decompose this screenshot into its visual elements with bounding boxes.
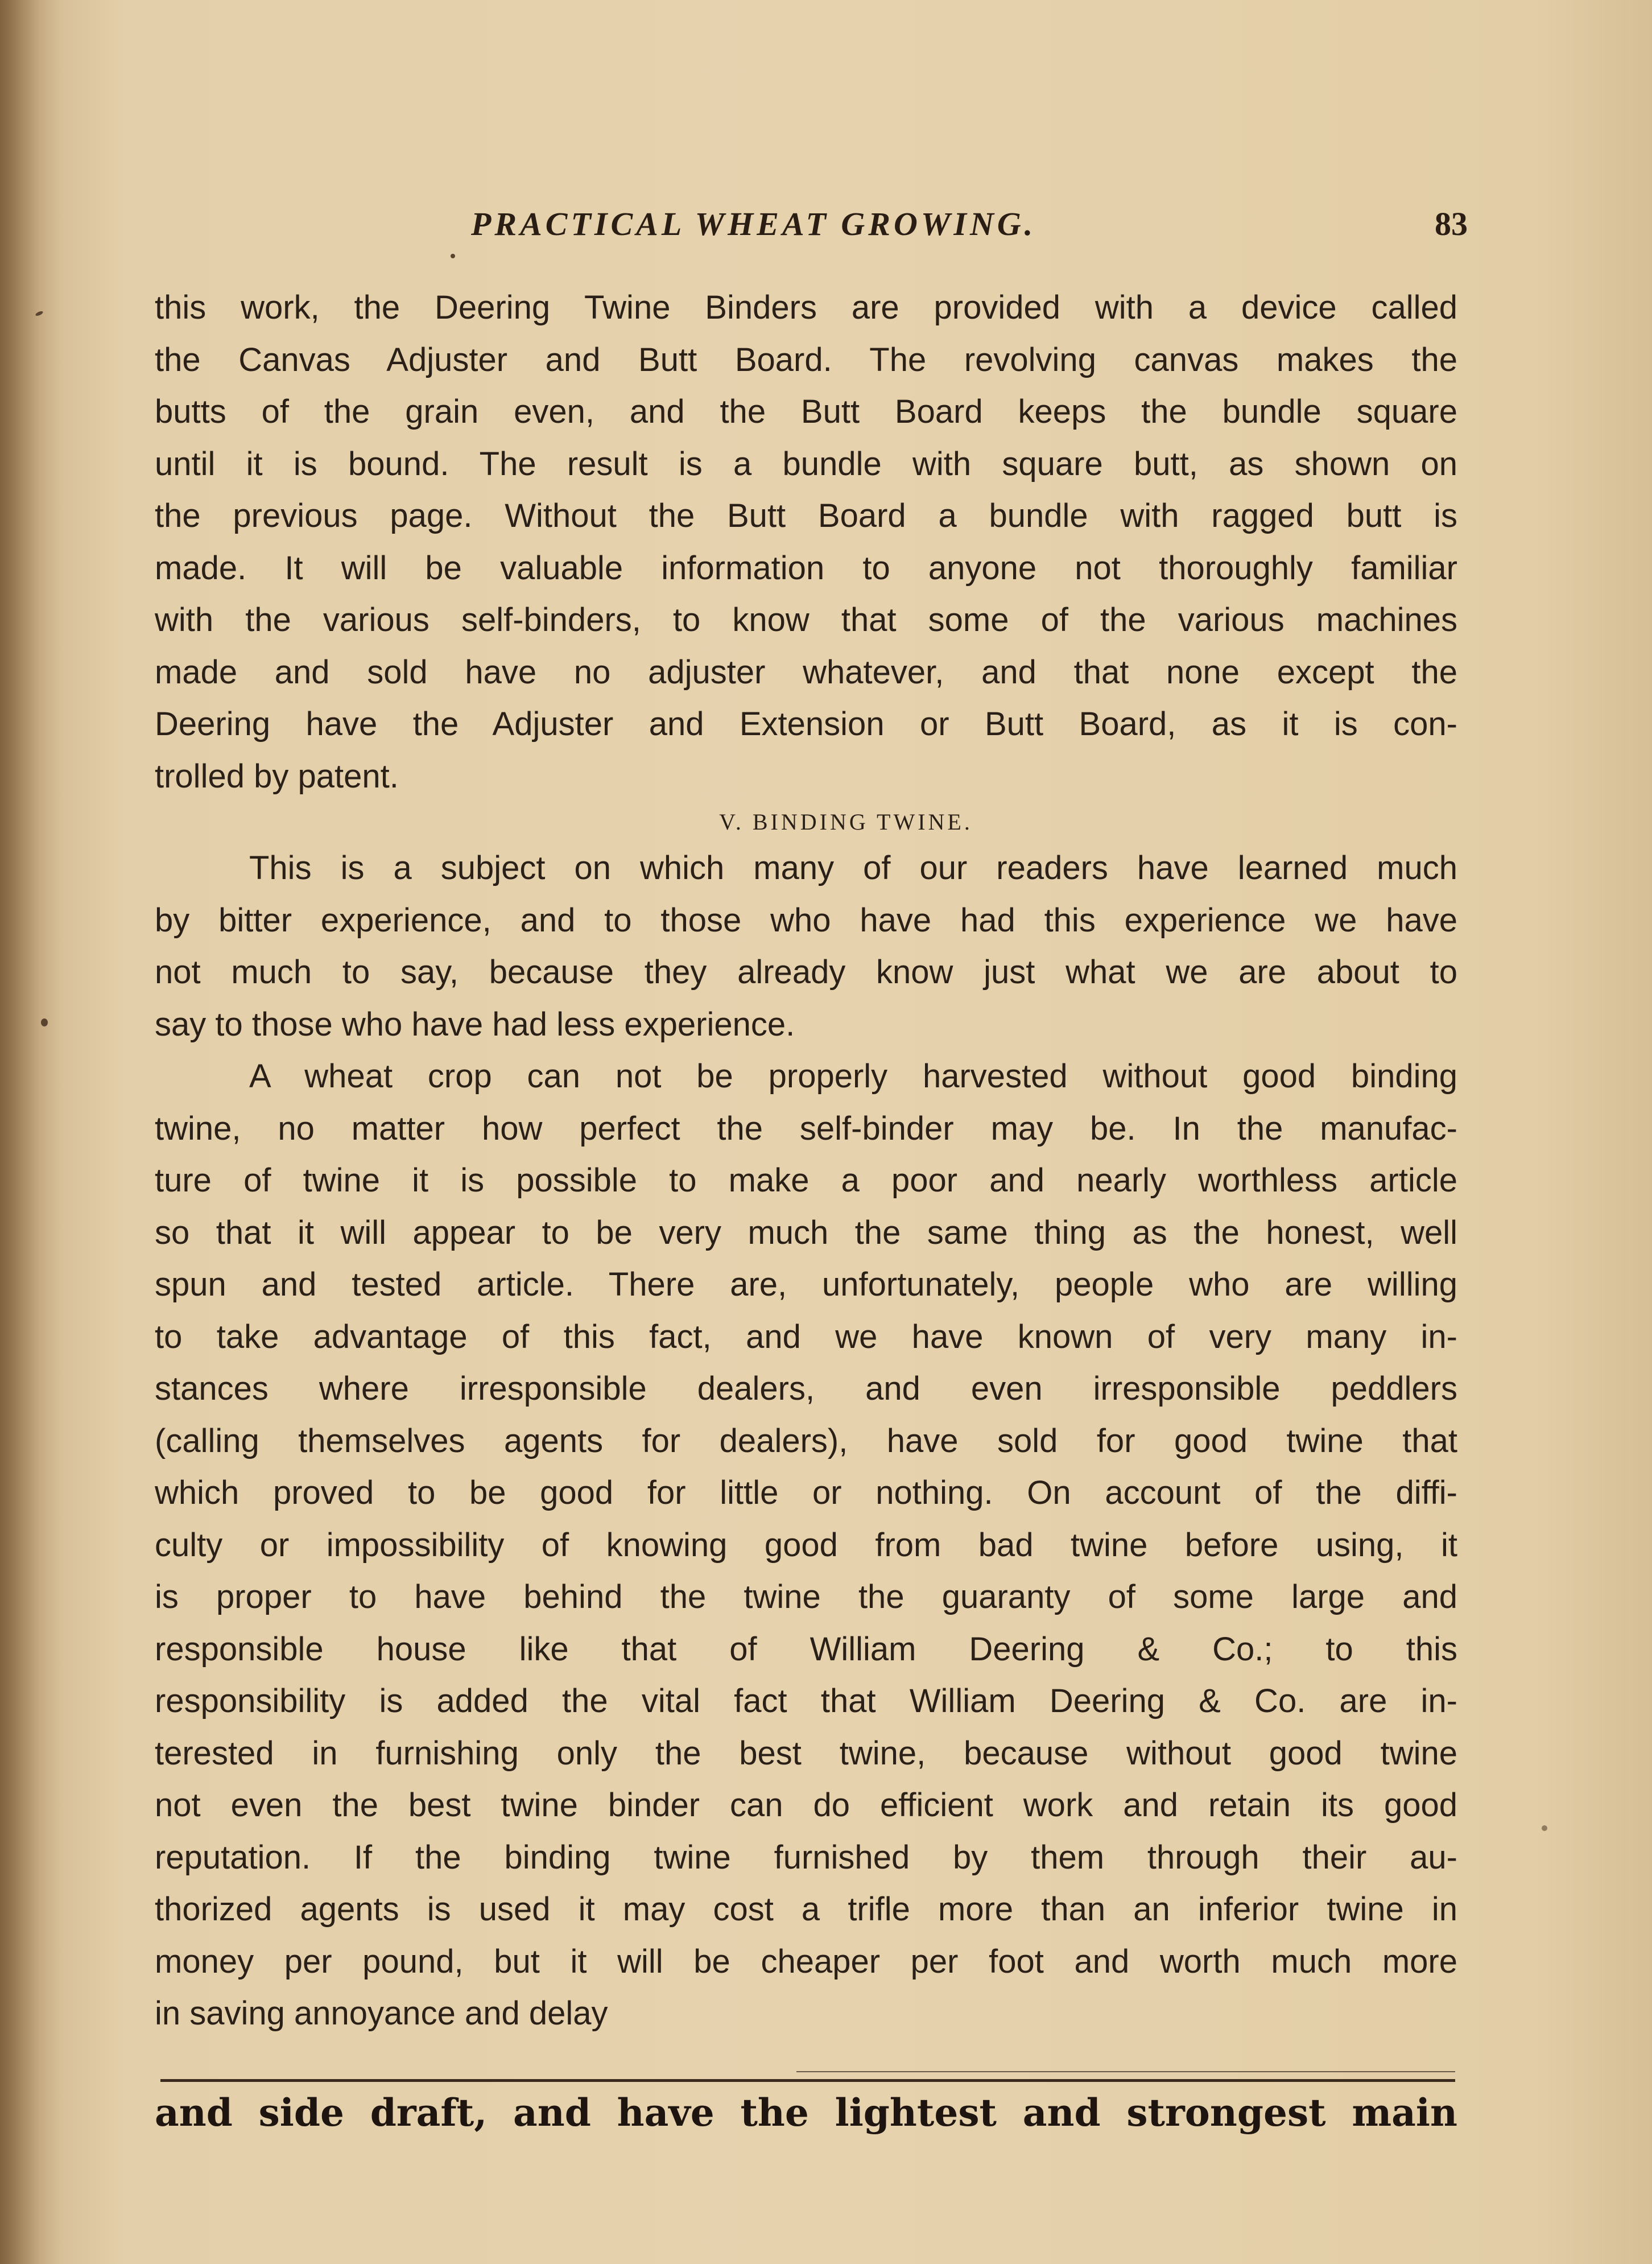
text-line: this work, the Deering Twine Binders are provided with a device called [155, 289, 1457, 326]
text-line: (calling themselves agents for dealers), have sold for good twine that [155, 1422, 1457, 1459]
text-line: This is a subject on which many of our readers have learned much [249, 849, 1457, 886]
running-head [159, 205, 1468, 256]
text-line: so that it will appear to be very much the same thing as the honest, well [155, 1214, 1457, 1251]
text-line: the previous page. Without the Butt Board a bundle with ragged butt is [155, 497, 1457, 534]
text-line: responsible house like that of William Deering & Co.; to this [155, 1630, 1457, 1668]
bleed-through-text: and side draft, and have the lightest and strongest main [155, 2090, 1457, 2135]
text-line: stances where irresponsible dealers, and even irresponsible peddlers [155, 1370, 1457, 1407]
text-line: Deering have the Adjuster and Extension or Butt Board, as it is con- [155, 706, 1457, 743]
text-line: thorized agents is used it may cost a trifle more than an inferior twine in [155, 1891, 1457, 1928]
text-line: which proved to be good for little or nothing. On account of the diffi- [155, 1474, 1457, 1511]
text-line: until it is bound. The result is a bundle with square butt, as shown on [155, 445, 1457, 483]
text-line: made and sold have no adjuster whatever, and that none except the [155, 653, 1457, 691]
text-line: money per pound, but it will be cheaper per foot and worth much more [155, 1943, 1457, 1980]
gutter-shadow [0, 0, 40, 2264]
text-line: culty or impossibility of knowing good from bad twine before using, it [155, 1526, 1457, 1564]
text-line: not even the best twine binder can do efficient work and retain its good [155, 1787, 1457, 1824]
text-line: A wheat crop can not be properly harvested without good binding [249, 1058, 1457, 1095]
running-title: PRACTICAL WHEAT GROWING. [471, 205, 1036, 242]
paper-speck [451, 254, 455, 258]
text-line: spun and tested article. There are, unfortunately, people who are willing [155, 1266, 1457, 1303]
text-line: ture of twine it is possible to make a poor and nearly worthless article [155, 1162, 1457, 1199]
text-line: responsibility is added the vital fact that William Deering & Co. are in- [155, 1682, 1457, 1719]
text-line: with the various self-binders, to know that some of the various machines [155, 601, 1457, 638]
body-text [155, 282, 1457, 2040]
text-line: twine, no matter how perfect the self-binder may be. In the manufac- [155, 1110, 1457, 1147]
paper-speck [41, 1018, 48, 1026]
text-line: is proper to have behind the twine the guaranty of some large and [155, 1578, 1457, 1615]
text-line: trolled by patent. [155, 757, 399, 795]
text-line: by bitter experience, and to those who have had this experience we have [155, 901, 1457, 939]
text-line: say to those who have had less experience. [155, 1005, 795, 1043]
page-number: 83 [1435, 205, 1468, 242]
text-line: terested in furnishing only the best twine, because without good twine [155, 1734, 1457, 1772]
section-heading: V. BINDING TWINE. [719, 809, 973, 835]
text-line: the Canvas Adjuster and Butt Board. The revolving canvas makes the [155, 341, 1457, 378]
text-line: made. It will be valuable information to anyone not thoroughly familiar [155, 549, 1457, 587]
text-line: butts of the grain even, and the Butt Board keeps the bundle square [155, 393, 1457, 430]
paper-speck [1542, 1825, 1547, 1831]
thin-rule [796, 2071, 1455, 2072]
text-line: in saving annoyance and delay [155, 1995, 608, 2032]
text-line: not much to say, because they already know just what we are about to [155, 954, 1457, 991]
text-line: reputation. If the binding twine furnished by them through their au- [155, 1838, 1457, 1876]
text-line: to take advantage of this fact, and we have known of very many in- [155, 1318, 1457, 1355]
